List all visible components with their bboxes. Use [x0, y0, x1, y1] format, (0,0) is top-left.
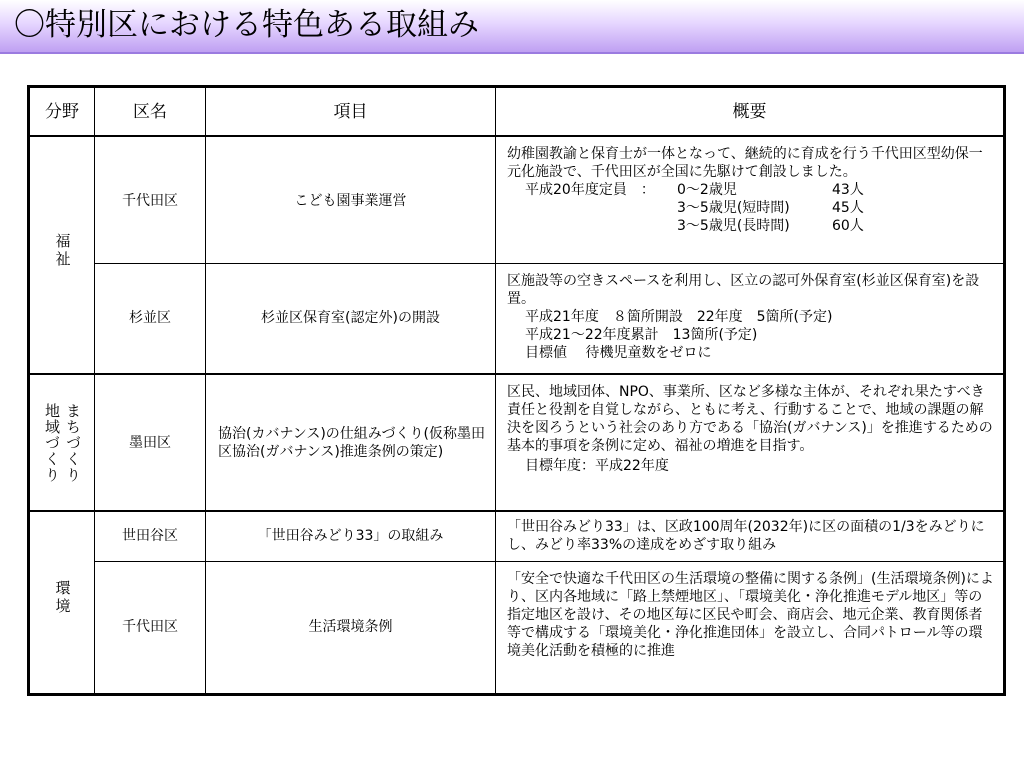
- field-label: まちづくり: [64, 402, 82, 483]
- field-label: 地域づくり: [43, 402, 61, 483]
- summary-text: 区施設等の空きスペースを利用し、区立の認可外保育室(杉並区保育室)を設置。: [507, 272, 980, 307]
- ward-cell: 千代田区: [95, 136, 206, 263]
- ward-cell: 世田谷区: [95, 511, 206, 561]
- capacity-age: 0〜2歳児: [677, 182, 737, 198]
- item-cell: 「世田谷みどり33」の取組み: [206, 511, 496, 561]
- table-header-row: [29, 87, 1005, 137]
- item-cell: 杉並区保育室(認定外)の開設: [206, 263, 496, 374]
- field-cell-community: [29, 374, 95, 511]
- field-cell-environment: [29, 511, 95, 694]
- capacity-count: 45人: [832, 200, 864, 216]
- table-row: [29, 511, 1005, 561]
- summary-text: 「世田谷みどり33」は、区政100周年(2032年)に区の面積の1/3をみどりにし、みどり率33%の達成をめざす取り組み: [507, 519, 985, 553]
- table-row: [29, 561, 1005, 694]
- table-row: [29, 136, 1005, 263]
- summary-cell: [496, 263, 1005, 374]
- summary-cell: [496, 511, 1005, 561]
- capacity-row: [507, 199, 995, 217]
- detail-line: 目標値 待機児童数をゼロに: [525, 344, 712, 361]
- item-cell: こども園事業運営: [206, 136, 496, 263]
- capacity-count: 43人: [832, 182, 864, 198]
- summary-text: 区民、地域団体、NPO、事業所、区など多様な主体が、それぞれ果たすべき責任と役割を自覚しながら、ともに考え、行動することで、地域の課題の解決を図ろうという社会のあり方である「協治(ガバナンス)」を推進するための基本的事項を条例に定め、福祉の増進を目指す。: [507, 384, 993, 454]
- ward-cell: 杉並区: [95, 263, 206, 374]
- header-field: 分野: [29, 87, 95, 137]
- detail-line: 目標年度：平成22年度: [525, 458, 669, 474]
- capacity-age: 3〜5歳児(短時間): [677, 200, 790, 216]
- capacity-row: [507, 181, 995, 199]
- item-cell: 協治(カバナンス)の仕組みづくり(仮称墨田区協治(ガバナンス)推進条例の策定): [206, 374, 496, 511]
- table-row: [29, 374, 1005, 511]
- summary-text: 「安全で快適な千代田区の生活環境の整備に関する条例」(生活環境条例)により、区内各地域に「路上禁煙地区」、「環境美化・浄化推進モデル地区」等の指定地区を設け、その地区毎に区民や町会、商店会、地元企業、教育関係者等で構成する「環境美化・浄化推進団体」を設立し、合同パトロール等の環境美化活動を積極的に推進: [507, 570, 994, 659]
- table-row: [29, 263, 1005, 374]
- detail-line: 平成21〜22年度累計 13箇所(予定): [525, 326, 758, 343]
- field-label: 環境: [53, 580, 72, 617]
- detail-line: 平成21年度 ８箇所開設 22年度 5箇所(予定): [525, 308, 833, 325]
- summary-cell: [496, 561, 1005, 694]
- field-cell-welfare: [29, 136, 95, 374]
- initiatives-table: [27, 85, 1006, 696]
- capacity-label: 平成20年度定員 ：: [525, 182, 655, 198]
- item-cell: 生活環境条例: [206, 561, 496, 694]
- ward-cell: 千代田区: [95, 561, 206, 694]
- header-summary: 概要: [496, 87, 1005, 137]
- summary-text: 幼稚園教諭と保育士が一体となって、継続的に育成を行う千代田区型幼保一元化施設で、千代田区が全国に先駆けて創設しました。: [507, 146, 983, 180]
- title-bar: [0, 0, 1024, 54]
- header-item: 項目: [206, 87, 496, 137]
- capacity-count: 60人: [832, 218, 864, 234]
- ward-cell: 墨田区: [95, 374, 206, 511]
- page-title: 〇特別区における特色ある取組み: [14, 7, 479, 43]
- capacity-age: 3〜5歳児(長時間): [677, 218, 790, 234]
- header-ward: 区名: [95, 87, 206, 137]
- summary-cell: [496, 374, 1005, 511]
- capacity-row: [507, 217, 995, 235]
- field-label: 福祉: [53, 233, 72, 269]
- summary-cell: [496, 136, 1005, 263]
